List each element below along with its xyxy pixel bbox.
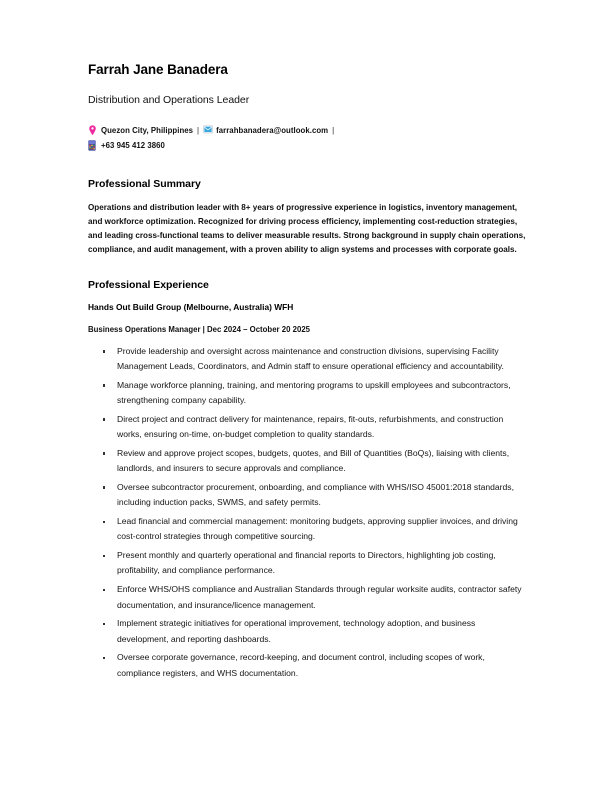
duty-text: Oversee corporate governance, record-keeping, and document control, including scopes of work, compliance registers, and WHS documentation. bbox=[117, 652, 485, 678]
email-envelope-icon bbox=[203, 125, 212, 136]
list-item bbox=[88, 344, 528, 375]
mobile-phone-icon bbox=[88, 140, 97, 151]
contact-separator-1: | bbox=[197, 125, 200, 135]
bullet-marker bbox=[103, 555, 105, 557]
duty-text: Provide leadership and oversight across maintenance and construction divisions, supervising Facility Management Leads, Coordinators, and Admin staff to ensure operational efficiency and accountability. bbox=[117, 345, 504, 371]
contact-email[interactable]: farrahbanadera@outlook.com bbox=[216, 125, 329, 135]
resume-content bbox=[88, 62, 528, 685]
list-item bbox=[88, 446, 528, 477]
contact-location: Quezon City, Philippines bbox=[101, 125, 194, 135]
list-item bbox=[88, 548, 528, 579]
bullet-marker bbox=[103, 657, 105, 659]
contact-block bbox=[88, 125, 528, 152]
list-item bbox=[88, 412, 528, 443]
job-duties-list bbox=[88, 344, 528, 681]
bullet-marker bbox=[103, 521, 105, 523]
location-pin-icon bbox=[88, 125, 97, 136]
experience-section-title: Professional Experience bbox=[88, 278, 209, 291]
contact-line-primary bbox=[88, 125, 528, 137]
summary-paragraph: Operations and distribution leader with 8+ years of progressive experience in logistics, inventory management, and workforce optimization. Recognized for driving process efficiency, implementing cost-reduction strategies, and leading cross-functional teams to deliver measurable results. Strong background in supply chain operations, compliance, and audit management, with a proven ability to align systems and processes with corporate goals. bbox=[88, 202, 526, 254]
duty-text: Review and approve project scopes, budgets, quotes, and Bill of Quantities (BoQs), liaising with clients, landlords, and insurers to secure approvals and compliance. bbox=[117, 447, 510, 474]
experience-entry bbox=[88, 302, 528, 681]
bullet-marker bbox=[103, 589, 105, 591]
duty-text: Enforce WHS/OHS compliance and Australian Standards through regular worksite audits, contractor safety documentation, and insurance/licence management. bbox=[117, 584, 522, 610]
section-professional-summary bbox=[88, 178, 528, 257]
contact-phone[interactable]: +63 945 412 3860 bbox=[101, 140, 165, 150]
bullet-marker bbox=[103, 384, 105, 386]
bullet-marker bbox=[103, 452, 105, 454]
duty-text: Lead financial and commercial management: monitoring budgets, approving supplier invoices, and driving cost-control strategies through competitive sourcing. bbox=[117, 516, 518, 542]
duty-text: Present monthly and quarterly operational and financial reports to Directors, highlighting job costing, profitability, and compliance performance. bbox=[117, 550, 496, 576]
list-item bbox=[88, 514, 528, 545]
list-item bbox=[88, 650, 528, 681]
bullet-marker bbox=[103, 623, 105, 625]
summary-section-title: Professional Summary bbox=[88, 177, 201, 190]
list-item bbox=[88, 480, 528, 511]
duty-text: Direct project and contract delivery for maintenance, repairs, fit-outs, refurbishments, and construction works, ensuring on-time, on-budget completion to quality standards. bbox=[117, 413, 504, 440]
bullet-marker bbox=[103, 418, 105, 420]
bullet-marker bbox=[103, 350, 105, 352]
job-company: Hands Out Build Group (Melbourne, Australia) WFH bbox=[88, 301, 294, 312]
list-item bbox=[88, 582, 528, 613]
list-item bbox=[88, 616, 528, 647]
list-item bbox=[88, 378, 528, 409]
section-professional-experience bbox=[88, 279, 528, 681]
contact-line-phone bbox=[88, 140, 528, 152]
duty-text: Oversee subcontractor procurement, onboarding, and compliance with WHS/ISO 45001:2018 standards, including induction packs, SWMS, and safety permits. bbox=[117, 481, 514, 508]
bullet-marker bbox=[103, 486, 105, 488]
duty-text: Implement strategic initiatives for operational improvement, technology adoption, and business development, and reporting dashboards. bbox=[117, 618, 476, 644]
candidate-headline: Distribution and Operations Leader bbox=[88, 94, 250, 107]
candidate-name: Farrah Jane Banadera bbox=[88, 62, 228, 77]
duty-text: Manage workforce planning, training, and mentoring programs to upskill employees and subcontractors, strengthening company capability. bbox=[117, 379, 511, 405]
contact-separator-2: | bbox=[332, 125, 335, 135]
job-title-and-dates: Business Operations Manager | Dec 2024 – October 20 2025 bbox=[88, 324, 311, 334]
